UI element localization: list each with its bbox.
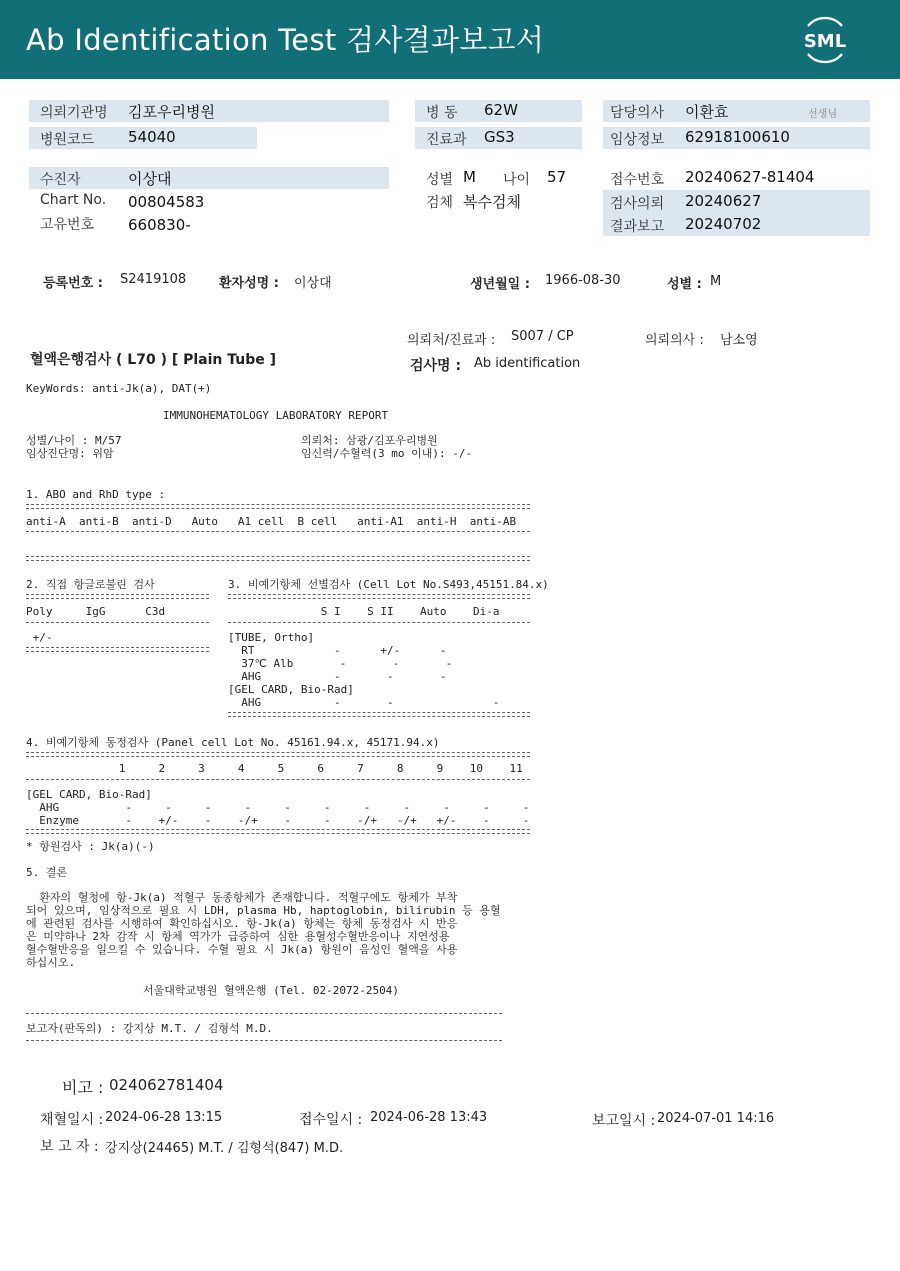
screen-row: [TUBE, Ortho] (228, 631, 315, 644)
refdoc-value: 남소영 (720, 333, 758, 348)
antigen-line: * 항원검사 : Jk(a)(-) (26, 840, 155, 853)
ref-value: S007 / CP (511, 329, 574, 344)
rule (26, 531, 530, 532)
receipt-date-label: 접수일시 : (299, 1112, 363, 1128)
collect-value: 2024-06-28 13:15 (105, 1110, 223, 1125)
patient-label: 수진자 (40, 172, 81, 188)
rule (26, 1040, 502, 1041)
refdoc-label: 의뢰의사 : (645, 333, 704, 348)
unique-value: 660830- (128, 216, 191, 234)
unique-label: 고유번호 (40, 217, 95, 233)
request-label: 검사의뢰 (610, 196, 665, 212)
age-label: 나이 (503, 172, 531, 188)
sml-logo (796, 12, 854, 68)
abo-title: 1. ABO and RhD type : (26, 488, 166, 501)
regsex-label: 성별 : (667, 277, 702, 292)
doctor-label: 담당의사 (610, 105, 665, 121)
panel-row: [GEL CARD, Bio-Rad] (26, 788, 152, 801)
name-value: 이상대 (294, 276, 332, 291)
exam-name-label: 검사명 : (410, 358, 462, 374)
receipt-date-value: 2024-06-28 13:43 (370, 1110, 488, 1125)
dat-header: Poly IgG C3d (26, 605, 166, 618)
referrer-line: 의뢰처: 삼광/김포우리병원 (301, 434, 438, 447)
clinical-label: 임상정보 (610, 132, 665, 148)
chart-label: Chart No. (40, 192, 107, 208)
request-value: 20240627 (685, 192, 762, 210)
name-label: 환자성명 : (219, 276, 279, 291)
screen-header: S I S II Auto Di-a (228, 605, 500, 618)
abo-header: anti-A anti-B anti-D Auto A1 cell B cell anti-A1 anti-H anti-AB (26, 515, 517, 528)
report-title: Ab Identification Test 검사결과보고서 (26, 23, 545, 57)
dob-label: 생년월일 : (470, 277, 530, 292)
ward-value: 62W (484, 101, 518, 119)
institution-label: 의뢰기관명 (40, 105, 108, 121)
dat-values: +/- (26, 631, 53, 644)
receipt-label: 접수번호 (610, 172, 665, 188)
exam-name-value: Ab identification (474, 356, 581, 371)
exam-title: 혈액은행검사 ( L70 ) [ Plain Tube ] (30, 352, 277, 368)
report-header (0, 0, 900, 79)
dept-value: GS3 (484, 128, 515, 146)
note-label: 비고 : (62, 1078, 104, 1097)
double-rule (228, 594, 530, 599)
specimen-value: 복수검체 (463, 193, 521, 211)
rule (26, 1013, 502, 1014)
report-value: 20240702 (685, 215, 762, 233)
keywords-line: KeyWords: anti-Jk(a), DAT(+) (26, 382, 212, 395)
double-rule (26, 752, 530, 757)
double-rule (26, 594, 209, 599)
logo-text: SML (803, 31, 847, 52)
institution-value: 김포우리병원 (128, 103, 215, 121)
panel-row: AHG - - - - - - - - - - - (26, 801, 530, 814)
sexage-line: 성별/나이 : M/57 (26, 434, 122, 447)
lab-report-title: IMMUNOHEMATOLOGY LABORATORY REPORT (163, 409, 389, 422)
ref-label: 의뢰처/진료과 : (407, 333, 496, 348)
receipt-value: 20240627-81404 (685, 168, 815, 186)
dat-title: 2. 직접 항글로불린 검사 (26, 578, 155, 591)
regno-value: S2419108 (120, 272, 187, 287)
age-value: 57 (547, 168, 567, 186)
screen-row: AHG - - - (228, 670, 447, 683)
dept-label: 진료과 (426, 132, 467, 148)
bloodbank-line: 서울대학교병원 혈액은행 (Tel. 02-2072-2504) (143, 984, 399, 997)
report-label: 결과보고 (610, 219, 665, 235)
screen-row: RT - +/- - (228, 644, 447, 657)
screen-title: 3. 비예기항체 선별검사 (Cell Lot No.S493,45151.84.x) (228, 578, 549, 591)
diagnosis-line: 임상진단명: 위암 (26, 447, 114, 460)
panel-title: 4. 비예기항체 동정검사 (Panel cell Lot No. 45161.94.x, 45171.94.x) (26, 736, 440, 749)
note-value: 024062781404 (109, 1076, 224, 1094)
specimen-label: 검체 (426, 195, 454, 211)
regno-label: 등록번호 : (43, 276, 103, 291)
doctor-value: 이환효 (685, 103, 729, 121)
pregnancy-line: 임신력/수혈력(3 mo 이내): -/- (301, 447, 473, 460)
patient-value: 이상대 (128, 170, 172, 188)
chart-value: 00804583 (128, 193, 205, 211)
double-rule (26, 829, 530, 834)
rule (26, 622, 209, 623)
double-rule (26, 556, 530, 561)
conclusion-text: 환자의 혈청에 항-Jk(a) 적혈구 동종항체가 존재합니다. 적혈구에도 항체가 부착 되어 있으며, 임상적으로 필요 시 LDH, plasma Hb, haptoglobin, bilirubin 등 용혈 에 관련된 검사를 시행하여 확인하십시오. 항-Jk(a) 항체는 항체 동정검사 시 반응 은 미약하나 2차 감작 시 항체 역가가 급증하여 심한 용혈성수혈반응이나 지연성용 혈수혈반응을 일으킬 수 있습니다. 수혈 필요 시 Jk(a) 항원이 음성인 혈액을 사용 하십시오. (26, 891, 501, 969)
double-rule (228, 712, 530, 717)
footer-reporter-value: 강지상(24465) M.T. / 김형석(847) M.D. (105, 1141, 344, 1156)
rule (228, 622, 530, 623)
rule (26, 779, 530, 780)
doctor-suffix: 선생님 (808, 109, 837, 120)
collect-label: 채혈일시 : (40, 1112, 104, 1128)
sex-value: M (463, 168, 476, 186)
dob-value: 1966-08-30 (545, 273, 621, 288)
panel-header: 1 2 3 4 5 6 7 8 9 10 11 (26, 762, 523, 775)
screen-row: AHG - - - (228, 696, 500, 709)
screen-row: [GEL CARD, Bio-Rad] (228, 683, 354, 696)
ward-label: 병 동 (426, 105, 458, 121)
patient-box (29, 167, 389, 189)
report-date-value: 2024-07-01 14:16 (657, 1111, 775, 1126)
code-label: 병원코드 (40, 132, 95, 148)
code-value: 54040 (128, 128, 176, 146)
report-date-label: 보고일시 : (592, 1113, 656, 1129)
footer-reporter-label: 보 고 자 : (40, 1139, 99, 1155)
double-rule (26, 504, 530, 509)
screen-row: 37℃ Alb - - - (228, 657, 453, 670)
reporter-line: 보고자(판독의) : 강지상 M.T. / 김형석 M.D. (26, 1022, 273, 1035)
clinical-value: 62918100610 (685, 128, 790, 146)
double-rule (26, 647, 209, 652)
regsex-value: M (710, 274, 722, 289)
conclusion-title: 5. 결론 (26, 866, 68, 879)
sex-label: 성별 (426, 172, 454, 188)
panel-row: Enzyme - +/- - -/+ - - -/+ -/+ +/- - - (26, 814, 530, 827)
